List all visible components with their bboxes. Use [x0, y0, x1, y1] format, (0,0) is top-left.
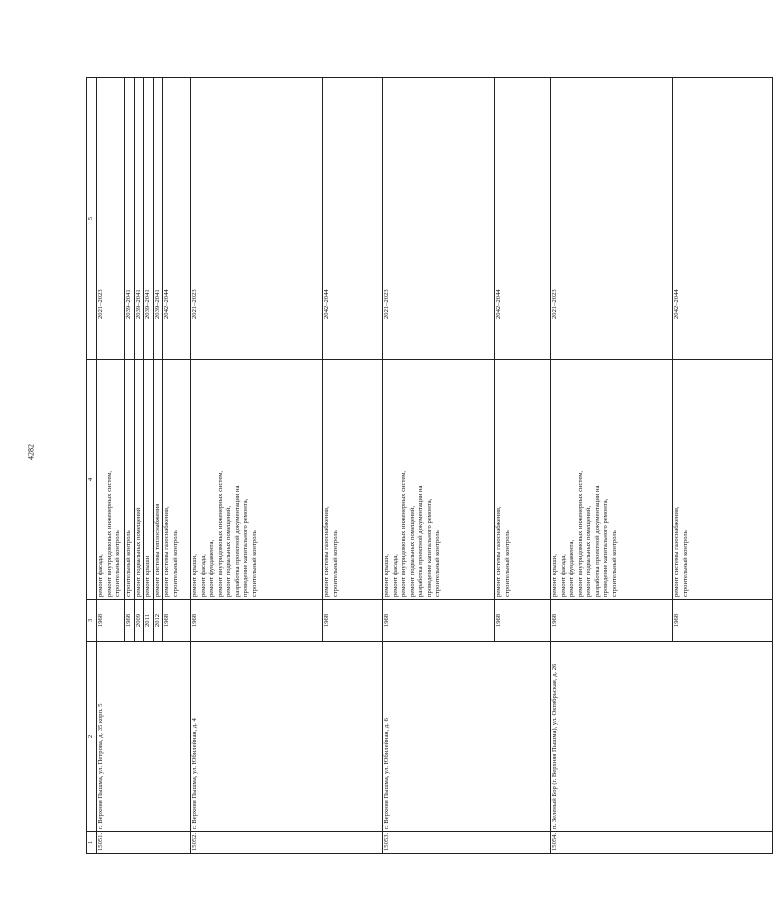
work-item: разработка проектной документации на [233, 485, 241, 597]
work-item: строительный контроль [250, 530, 258, 597]
work-item: строительный контроль [610, 530, 618, 597]
works-cell [551, 360, 673, 600]
period-cell: 2021–2023 [551, 78, 673, 360]
work-item: строительный контроль [503, 530, 511, 597]
works-cell [383, 360, 495, 600]
work-item: строительный контроль [171, 530, 179, 597]
work-item: разработка проектной документации на [593, 485, 601, 597]
year-cell: 1968 [383, 600, 495, 642]
works-cell [673, 360, 773, 600]
works-cell [144, 360, 154, 600]
row-number: 15053. [383, 832, 551, 854]
works-cell [191, 360, 323, 600]
work-item: проведение капитального ремонта, [602, 498, 609, 597]
work-item: проведение капитального ремонта, [425, 498, 433, 597]
year-cell: 1968 [163, 600, 191, 642]
work-item: ремонт фундамента, [568, 539, 575, 597]
work-item: ремонт внутридомовых инженерных систем, [105, 470, 113, 597]
work-item: ремонт системы газоснабжения, [673, 506, 680, 597]
table-row [191, 78, 323, 854]
header-col-1: 1 [87, 832, 97, 854]
period-cell: 2039–2041 [153, 78, 163, 360]
works-cell [97, 360, 125, 600]
work-item: ремонт системы газоснабжения, [323, 506, 330, 597]
address-cell: п. Зеленый Бор (г. Верхняя Пышма), ул. Октябрьская, д. 26 [551, 642, 773, 832]
work-item: ремонт системы газоснабжения, [163, 506, 170, 597]
header-col-4: 4 [87, 360, 97, 600]
work-item: разработка проектной документации на [417, 485, 424, 597]
period-cell: 2021–2023 [97, 78, 125, 360]
period-cell: 2039–2041 [144, 78, 154, 360]
year-cell: 1968 [495, 600, 551, 642]
work-item: ремонт фасада, [199, 554, 207, 597]
address-cell: г. Верхняя Пышма, ул. Петрова, д. 35 корп. 5 [97, 642, 191, 832]
year-cell: 2011 [144, 600, 154, 642]
period-cell: 2039–2041 [134, 78, 144, 360]
row-number: 15052. [191, 832, 383, 854]
header-col-5: 5 [87, 78, 97, 360]
header-col-2: 2 [87, 642, 97, 832]
works-cell [323, 360, 383, 600]
works-cell [153, 360, 163, 600]
work-item: строительный контроль [331, 530, 339, 597]
table-body [97, 78, 773, 854]
work-item: строительный контроль [681, 530, 689, 597]
works-cell [134, 360, 144, 600]
table-row [383, 78, 495, 854]
works-cell [163, 360, 191, 600]
row-number: 15054. [551, 832, 773, 854]
work-item: ремонт фасада, [391, 554, 399, 597]
period-cell: 2021–2023 [383, 78, 495, 360]
period-cell: 2039–2041 [125, 78, 135, 360]
work-item: ремонт подвальных помещений, [585, 506, 592, 597]
work-item: ремонт крыши, [383, 554, 390, 597]
table-row [551, 78, 673, 854]
period-cell: 2042–2044 [163, 78, 191, 360]
work-item: ремонт фундамента, [208, 539, 215, 597]
period-cell: 2042–2044 [495, 78, 551, 360]
address-cell: г. Верхняя Пышма, ул. Юбилейная, д. 6 [383, 642, 551, 832]
page-number: 4282 [26, 444, 36, 460]
work-item: ремонт крыши, [191, 554, 198, 597]
work-item: ремонт системы теплоснабжения [153, 503, 161, 597]
period-cell: 2042–2044 [673, 78, 773, 360]
works-cell [125, 360, 135, 600]
work-item: ремонт фасада, [559, 554, 567, 597]
year-cell: 1968 [323, 600, 383, 642]
year-cell: 1968 [191, 600, 323, 642]
table-row [97, 78, 125, 854]
work-item: ремонт крыши [144, 555, 151, 597]
rotated-table-container [86, 78, 689, 854]
header-col-3: 3 [87, 600, 97, 642]
period-cell: 2042–2044 [323, 78, 383, 360]
work-item: ремонт системы газоснабжения, [495, 506, 502, 597]
year-cell: 2012 [153, 600, 163, 642]
address-cell: г. Верхняя Пышма, ул. Юбилейная, д. 4 [191, 642, 383, 832]
work-item: строительный контроль [114, 530, 121, 597]
work-item: ремонт подвальных помещений, [225, 506, 232, 597]
work-item: ремонт внутридомовых инженерных систем, [576, 470, 584, 597]
year-cell: 1968 [551, 600, 673, 642]
work-item: ремонт крыши, [551, 554, 558, 597]
row-number: 15051. [97, 832, 191, 854]
work-item: строительный контроль [434, 530, 441, 597]
work-item: строительный контроль [125, 530, 132, 597]
work-item: ремонт подвальных помещений [134, 507, 142, 597]
period-cell: 2021–2023 [191, 78, 323, 360]
works-cell [495, 360, 551, 600]
year-cell: 1968 [125, 600, 135, 642]
repair-schedule-table [86, 77, 773, 854]
work-item: ремонт фасада, [97, 554, 104, 597]
work-item: проведение капитального ремонта, [242, 498, 249, 597]
year-cell: 1968 [97, 600, 125, 642]
year-cell: 1968 [673, 600, 773, 642]
work-item: ремонт внутридомовых инженерных систем, [400, 470, 407, 597]
table-header-row [87, 78, 97, 854]
year-cell: 2009 [134, 600, 144, 642]
work-item: ремонт подвальных помещений, [408, 506, 416, 597]
work-item: ремонт внутридомовых инженерных систем, [216, 470, 224, 597]
